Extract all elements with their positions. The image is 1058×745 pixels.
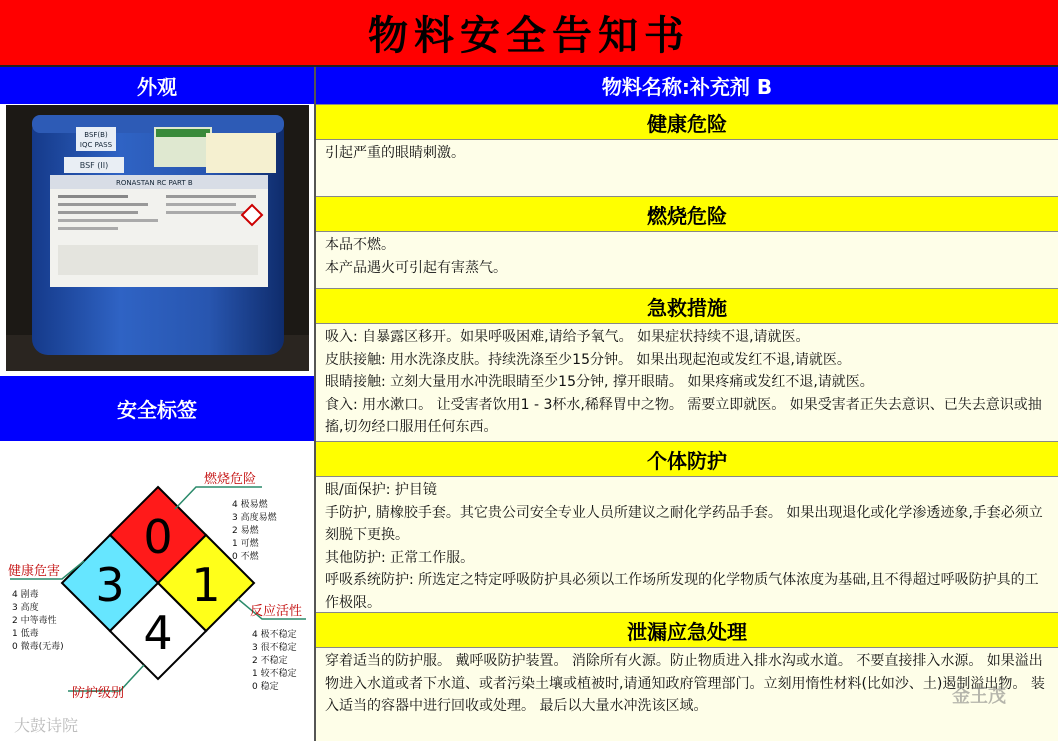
reactivity-scale-1: 1 较不稳定 <box>252 669 297 679</box>
fire-scale-1: 1 可燃 <box>232 539 259 549</box>
photo-label-1: BSF(B) <box>84 131 108 139</box>
fire-line-2: 本产品遇火可引起有害蒸气。 <box>325 259 507 276</box>
fire-scale-2: 2 易燃 <box>232 526 259 536</box>
product-photo <box>6 105 309 371</box>
ppe-respiratory: 呼吸系统防护: 所选定之特定呼吸防护具必须以工作场所发现的化学物质气体浓度为基础,且不得超过呼吸防护具的工作极限。 <box>325 572 1039 611</box>
first-aid-heading: 急救措施 <box>316 288 1058 324</box>
spill-heading: 泄漏应急处理 <box>316 612 1058 648</box>
health-scale-3: 3 高度 <box>12 603 39 613</box>
photo-label-3: BSF (II) <box>79 161 109 170</box>
fire-scale-0: 0 不燃 <box>232 552 259 562</box>
material-name-header: 物料名称:补充剂 B <box>316 67 1058 104</box>
ppe-body <box>316 477 1058 612</box>
health-line: 引起严重的眼睛刺激。 <box>325 145 465 161</box>
protection-title: 防护级别 <box>72 686 125 701</box>
watermark-left: 大鼓诗院 <box>14 716 79 735</box>
container-image <box>6 105 309 371</box>
health-title: 健康危害 <box>8 564 61 579</box>
reactivity-scale-4: 4 极不稳定 <box>252 630 297 640</box>
ppe-other: 其他防护: 正常工作服。 <box>325 549 475 566</box>
reactivity-scale-3: 3 很不稳定 <box>252 643 297 653</box>
ppe-heading: 个体防护 <box>316 441 1058 477</box>
watermark-right: 金王茂 <box>952 686 1006 707</box>
fire-value: 0 <box>143 510 173 564</box>
health-value: 3 <box>95 558 125 612</box>
health-hazard-body <box>316 140 1058 196</box>
fire-line-1: 本品不燃。 <box>325 237 395 253</box>
ppe-hand: 手防护, 腈橡胶手套。其它贵公司安全专业人员所建议之耐化学药品手套。 如果出现退化或化学渗透迹象,手套必须立刻脱下更换。 <box>325 504 1043 543</box>
reactivity-title: 反应活性 <box>250 604 303 619</box>
ppe-eye: 眼/面保护: 护目镜 <box>325 482 437 498</box>
fire-title: 燃烧危险 <box>204 472 257 487</box>
photo-label-4: RONASTAN RC PART B <box>116 179 193 187</box>
protection-value: 4 <box>143 606 173 660</box>
safety-label-header: 安全标签 <box>0 376 314 441</box>
photo-label-2: IQC PASS <box>79 141 113 149</box>
page-title: 物料安全告知书 <box>0 0 1058 67</box>
fire-scale-4: 4 极易燃 <box>232 500 268 510</box>
reactivity-scale-0: 0 稳定 <box>252 682 279 692</box>
hazard-diamond-panel <box>0 441 314 741</box>
fire-scale-3: 3 高度易燃 <box>232 513 277 523</box>
nfpa-diamond <box>0 441 314 741</box>
reactivity-scale-2: 2 不稳定 <box>252 656 288 666</box>
health-scale-4: 4 剧毒 <box>12 590 39 600</box>
first-aid-ingestion: 食入: 用水漱口。 让受害者饮用1 - 3杯水,稀释胃中之物。 需要立即就医。 如果受害者正失去意识、已失去意识或抽搐,切勿经口服用任何东西。 <box>325 396 1042 435</box>
first-aid-eye: 眼睛接触: 立刻大量用水冲洗眼睛至少15分钟, 撑开眼睛。 如果疼痛或发红不退,请就医。 <box>325 374 874 390</box>
first-aid-skin: 皮肤接触: 用水洗涤皮肤。持续洗涤至少15分钟。 如果出现起泡或发红不退,请就医。 <box>325 351 851 368</box>
health-hazard-heading: 健康危险 <box>316 104 1058 140</box>
health-scale-2: 2 中等毒性 <box>12 616 57 626</box>
appearance-header: 外观 <box>0 67 314 104</box>
first-aid-body <box>316 324 1058 441</box>
reactivity-value: 1 <box>191 558 221 612</box>
fire-hazard-heading: 燃烧危险 <box>316 196 1058 232</box>
spill-line: 穿着适当的防护服。 戴呼吸防护装置。 消除所有火源。防止物质进入排水沟或水道。 不要直接排入水源。 如果溢出物进入水道或者下水道、或者污染土壤或植被时,请通知政府管理部门。立刻用惰性材料(比如沙、土)遏制溢出物。 装入适当的容器中进行回收或处理。 最后以大量水冲洗该区域。 <box>325 653 1045 714</box>
fire-hazard-body <box>316 232 1058 288</box>
health-scale-1: 1 低毒 <box>12 629 39 639</box>
spill-body <box>316 648 1058 741</box>
health-scale-0: 0 微毒(无毒) <box>12 642 64 652</box>
first-aid-inhalation: 吸入: 自暴露区移开。如果呼吸困难,请给予氧气。 如果症状持续不退,请就医。 <box>325 329 810 345</box>
